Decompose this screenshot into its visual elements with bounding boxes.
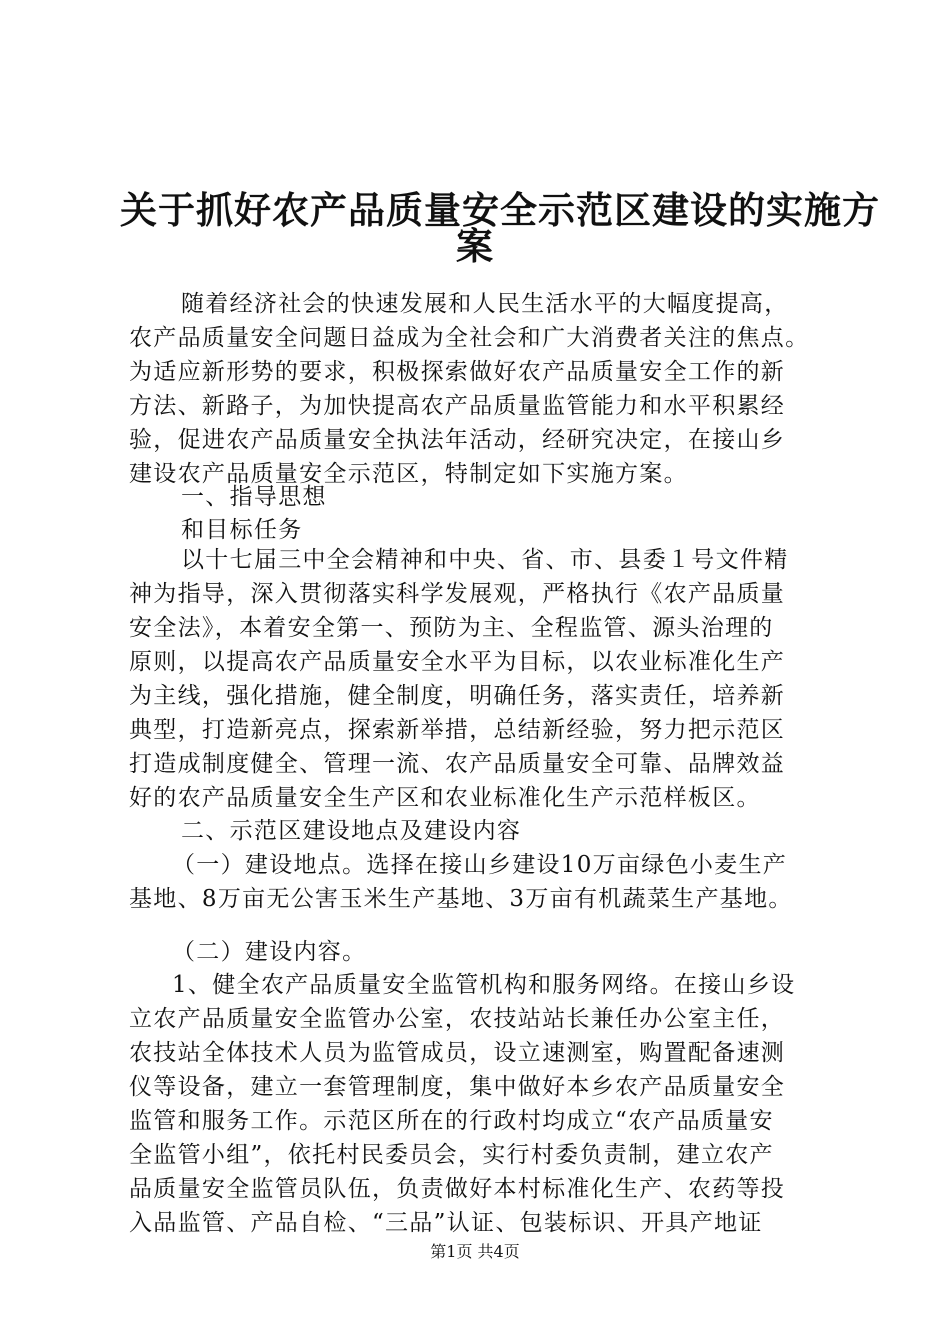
body-line: 基地、8万亩无公害玉米生产基地、3万亩有机蔬菜生产基地。 [129, 886, 793, 912]
document-title-line1: 关于抓好农产品质量安全示范区建设的实施方 [120, 188, 880, 232]
body-line: 全监管小组”，依托村民委员会，实行村委负责制，建立农产 [129, 1142, 774, 1168]
section-heading: 二、示范区建设地点及建设内容 [181, 818, 522, 844]
sub-heading: （二）建设内容。 [172, 939, 367, 965]
section-heading: 一、指导思想 [181, 484, 327, 510]
body-line: 农产品质量安全问题日益成为全社会和广大消费者关注的焦点。 [129, 325, 810, 351]
body-line: 以十七届三中全会精神和中央、省、市、县委１号文件精 [181, 547, 789, 573]
body-line: 监管和服务工作。示范区所在的行政村均成立“农产品质量安 [129, 1108, 774, 1134]
body-line: 典型，打造新亮点，探索新举措，总结新经验，努力把示范区 [129, 717, 786, 743]
page-number: 第1页 共4页 [430, 1242, 520, 1261]
body-line: 好的农产品质量安全生产区和农业标准化生产示范样板区。 [129, 785, 761, 811]
body-line: 为主线，强化措施，健全制度，明确任务，落实责任，培养新 [129, 683, 786, 709]
body-line: 神为指导，深入贯彻落实科学发展观，严格执行《农产品质量 [129, 581, 786, 607]
body-line: 原则，以提高农产品质量安全水平为目标，以农业标准化生产 [129, 649, 786, 675]
body-line: 方法、新路子，为加快提高农产品质量监管能力和水平积累经 [129, 393, 786, 419]
body-line: 建设农产品质量安全示范区，特制定如下实施方案。 [129, 461, 688, 487]
body-line: 验，促进农产品质量安全执法年活动，经研究决定，在接山乡 [129, 427, 786, 453]
body-line: 入品监管、产品自检、“三品”认证、包装标识、开具产地证 [129, 1210, 763, 1236]
body-line: 随着经济社会的快速发展和人民生活水平的大幅度提高， [181, 291, 789, 317]
body-line: 打造成制度健全、管理一流、农产品质量安全可靠、品牌效益 [129, 751, 786, 777]
body-line: 品质量安全监管员队伍，负责做好本村标准化生产、农药等投 [129, 1176, 786, 1202]
body-line: 1、健全农产品质量安全监管机构和服务网络。在接山乡设 [172, 972, 796, 998]
body-line: 为适应新形势的要求，积极探索做好农产品质量安全工作的新 [129, 359, 786, 385]
body-line: 立农产品质量安全监管办公室，农技站站长兼任办公室主任， [129, 1006, 786, 1032]
body-line: （一）建设地点。选择在接山乡建设10万亩绿色小麦生产 [172, 852, 788, 878]
body-line: 仪等设备，建立一套管理制度，集中做好本乡农产品质量安全 [129, 1074, 786, 1100]
document-title-line2: 案 [456, 224, 494, 268]
section-heading: 和目标任务 [181, 517, 303, 543]
body-line: 农技站全体技术人员为监管成员，设立速测室，购置配备速测 [129, 1040, 786, 1066]
body-line: 安全法》，本着安全第一、预防为主、全程监管、源头治理的 [129, 615, 774, 641]
